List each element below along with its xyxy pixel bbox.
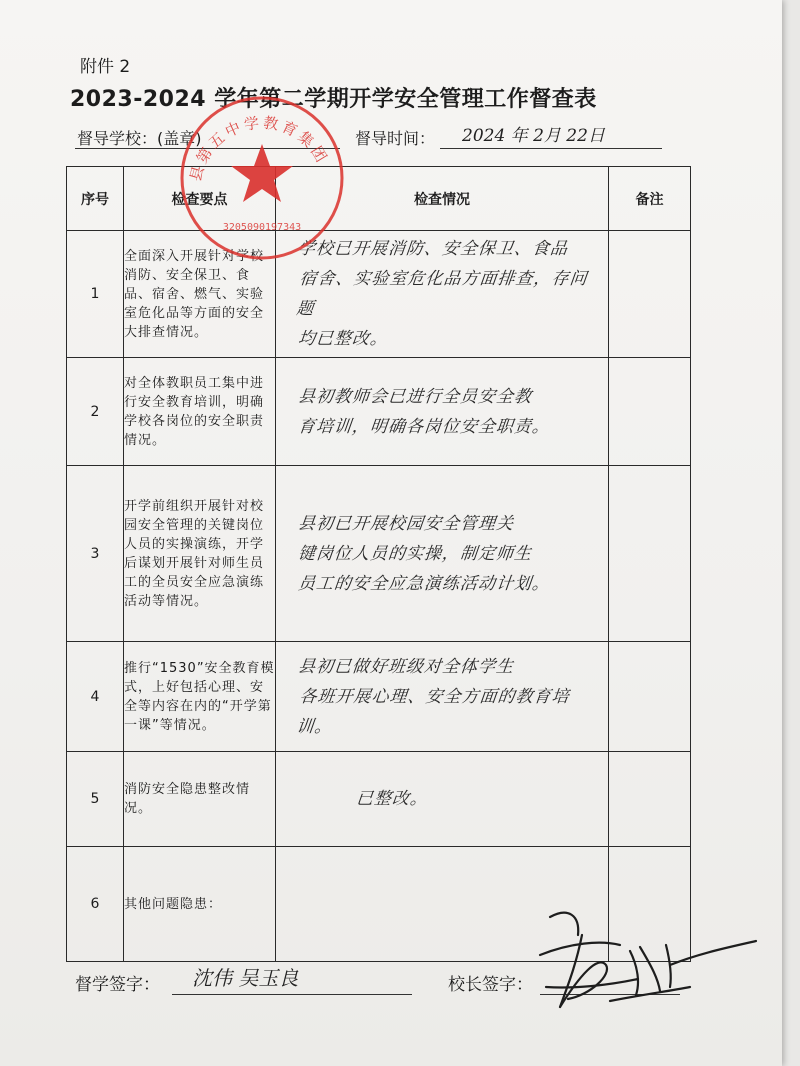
- table-row: [67, 231, 691, 358]
- situation-line: 键岗位人员的实操，制定师生: [296, 543, 534, 564]
- header-situation: 检查情况: [276, 167, 609, 231]
- situation-line: 员工的安全应急演练活动计划。: [296, 573, 552, 594]
- situation-line: 县初已开展校园安全管理关: [296, 513, 516, 534]
- situation-line: 均已整改。: [296, 329, 390, 349]
- date-underline: [440, 148, 662, 149]
- row-situation: [276, 847, 609, 962]
- school-label: 督导学校：(盖章): [77, 129, 202, 148]
- row-point: 对全体教职员工集中进行安全教育培训，明确学校各岗位的安全职责情况。: [124, 358, 276, 466]
- supervisor-sign-label: 督学签字：: [75, 975, 160, 995]
- situation-line: 已整改。: [354, 789, 430, 809]
- situation-line: 县初已做好班级对全体学生: [296, 656, 516, 677]
- row-situation: [276, 358, 609, 466]
- row-situation: [276, 231, 609, 358]
- row-num: 3: [67, 466, 124, 642]
- table-row: [67, 466, 691, 642]
- row-situation: [276, 642, 609, 752]
- attachment-label: 附件 2: [80, 57, 131, 77]
- row-note: [609, 642, 691, 752]
- supervisor-signature: 沈伟 吴玉良: [192, 966, 299, 990]
- situation-line: 学校已开展消防、安全保卫、食品: [296, 239, 570, 259]
- seal-number: 3205090197343: [222, 222, 302, 233]
- row-point: 消防安全隐患整改情况。: [124, 752, 276, 847]
- row-num: 6: [67, 847, 124, 962]
- header-num: 序号: [67, 167, 124, 231]
- row-num: 2: [67, 358, 124, 466]
- row-point: 开学前组织开展针对校园安全管理的关键岗位人员的实操演练，开学后谋划开展针对师生员工的全员安全应急演练活动等情况。: [124, 466, 276, 642]
- row-situation: [276, 752, 609, 847]
- row-note: [609, 752, 691, 847]
- principal-underline: [540, 994, 680, 995]
- table-row: [67, 642, 691, 752]
- row-num: 5: [67, 752, 124, 847]
- row-note: [609, 466, 691, 642]
- principal-sign-label: 校长签字：: [448, 975, 533, 995]
- row-note: [609, 358, 691, 466]
- situation-line: 育培训，明确各岗位安全职责。: [296, 416, 552, 437]
- row-note: [609, 847, 691, 962]
- table-row: [67, 847, 691, 962]
- document-title: 2023-2024 学年第二学期开学安全管理工作督查表: [70, 87, 597, 112]
- table-header-row: [67, 167, 691, 231]
- time-label: 督导时间：: [355, 129, 436, 148]
- row-point: 全面深入开展针对学校消防、安全保卫、食品、宿舍、燃气、实验室危化品等方面的安全大排查情况。: [124, 231, 276, 358]
- table-row: [67, 752, 691, 847]
- situation-line: 各班开展心理、安全方面的教育培训。: [295, 686, 571, 737]
- supervisor-underline: [172, 994, 412, 995]
- situation-line: 县初教师会已进行全员安全教: [296, 386, 534, 407]
- row-point: 其他问题隐患：: [124, 847, 276, 962]
- seal-arc-text: 县第五中学教育集团: [186, 113, 332, 184]
- table-row: [67, 358, 691, 466]
- situation-line: 宿舍、实验室危化品方面排查，存问题: [295, 269, 589, 319]
- row-note: [609, 231, 691, 358]
- row-num: 4: [67, 642, 124, 752]
- school-underline: [75, 148, 340, 149]
- row-point: 推行“1530”安全教育模式，上好包括心理、安全等内容在内的“开学第一课”等情况。: [124, 642, 276, 752]
- inspection-table: [66, 166, 691, 962]
- row-situation: [276, 466, 609, 642]
- row-num: 1: [67, 231, 124, 358]
- header-note: 备注: [609, 167, 691, 231]
- handwritten-date: 2024 年 2月 22日: [462, 126, 605, 146]
- header-point: 检查要点: [124, 167, 276, 231]
